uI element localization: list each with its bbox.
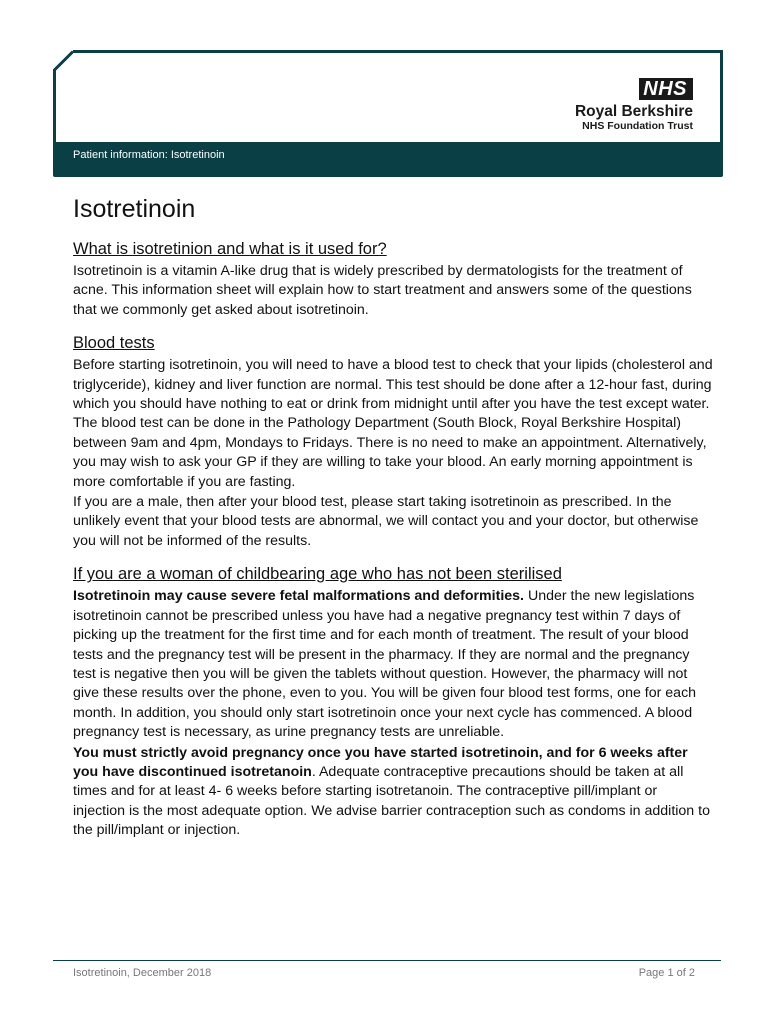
bold-warning: You must strictly avoid pregnancy once you have started isotretinoin, and for 6 weeks after you have discontinued isotretanoin	[73, 744, 688, 780]
org-subtitle: NHS Foundation Trust	[582, 120, 693, 132]
section-blood-tests	[73, 332, 713, 551]
nhs-badge: NHS	[639, 78, 693, 100]
section-what-is	[73, 238, 713, 320]
paragraph: Isotretinoin is a vitamin A-like drug that is widely prescribed by dermatologists for the treatment of acne. This information sheet will explain how to start treatment and answers some of the questions that we commonly get asked about isotretinoin.	[73, 263, 692, 318]
header-bar-text: Patient information: Isotretinoin	[73, 149, 225, 161]
section-heading: If you are a woman of childbearing age who has not been sterilised	[73, 565, 562, 584]
paragraph: If you are a male, then after your blood test, please start taking isotretinoin as prescribed. In the unlikely event that your blood tests are abnormal, we will contact you and your doctor, but otherwise you will not be informed of the results.	[73, 494, 699, 549]
section-childbearing	[73, 563, 713, 840]
paragraph	[73, 587, 713, 742]
footer-rule	[53, 960, 721, 961]
footer-date: Isotretinoin, December 2018	[73, 967, 212, 979]
paragraph: Before starting isotretinoin, you will need to have a blood test to check that your lipids (cholesterol and triglyceride), kidney and liver function are normal. This test should be done after a 12-hour fast, during which you should have nothing to eat or drink from midnight until after you have the test except water. The blood test can be done in the Pathology Department (South Block, Royal Berkshire Hospital) between 9am and 4pm, Mondays to Fridays. There is no need to make an appointment. Alternatively, you may wish to ask your GP if they are willing to take your blood. An early morning appointment is more comfortable if you are fasting.	[73, 357, 713, 490]
section-heading: Blood tests	[73, 334, 155, 353]
section-heading: What is isotretinion and what is it used for?	[73, 240, 387, 258]
page-number: Page 1 of 2	[638, 967, 695, 979]
page-title: Isotretinoin	[73, 195, 196, 223]
paragraph-text: . Adequate contraceptive precautions should be taken at all times and for at least 4- 6 weeks before starting isotretanoin. The contraceptive pill/implant or injection is the most adequate option. We advise barrier contraception such as condoms in addition to the pill/implant or injection.	[73, 763, 710, 839]
bold-warning: Isotretinoin may cause severe fetal malformations and deformities.	[73, 588, 524, 605]
document-header	[53, 50, 723, 177]
paragraph-text: Under the new legislations isotretinoin cannot be prescribed unless you have had a negative pregnancy test within 7 days of picking up the treatment for the first time and for each month of treatment. The result of your blood tests and the pregnancy test will be present in the pharmacy. If they are normal and the pregnancy test is negative then you will be given the tablets without question. However, the pharmacy will not give these results over the phone, even to you. You will be given four blood test forms, one for each month. In addition, you should only start isotretinoin once your next cycle has commenced. A blood pregnancy test is necessary, as urine pregnancy tests are unreliable.	[73, 588, 697, 741]
paragraph	[73, 744, 713, 841]
org-name: Royal Berkshire	[574, 103, 693, 120]
header-bar	[53, 142, 723, 177]
document-body	[73, 192, 713, 841]
nhs-logo	[575, 78, 693, 133]
